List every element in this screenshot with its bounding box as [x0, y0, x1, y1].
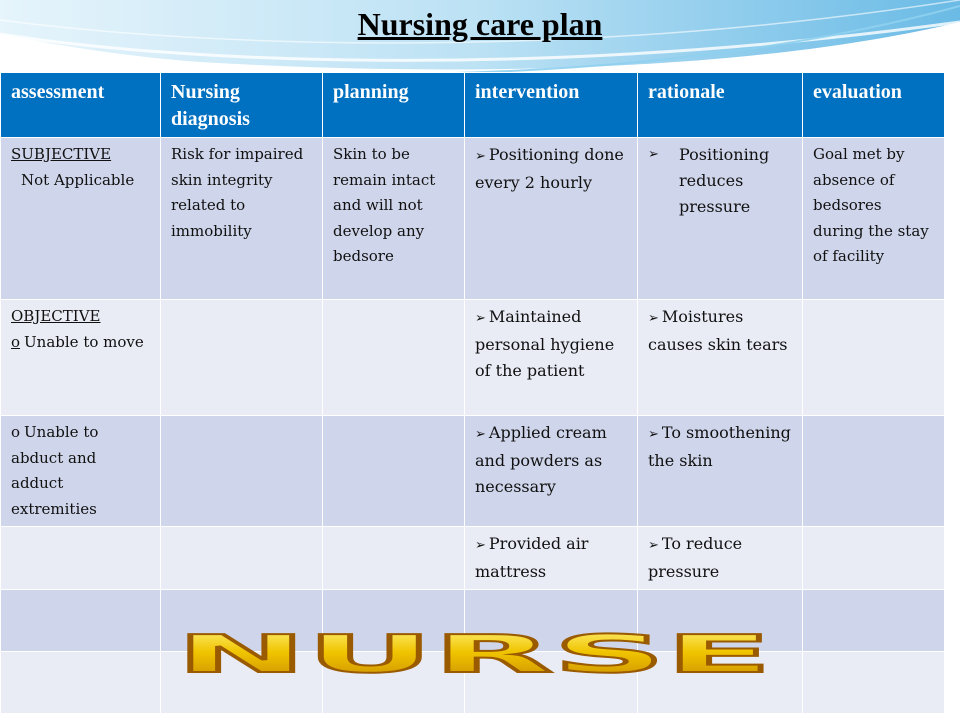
cell-evaluation — [803, 416, 945, 527]
cell-intervention: ➢ Provided air mattress — [465, 527, 638, 590]
cell-rationale: ➢ To reduce pressure — [638, 527, 803, 590]
empty-cell — [803, 652, 945, 714]
cell-intervention: ➢ Maintained personal hygiene of the patient — [465, 300, 638, 416]
nurse-wordart — [172, 630, 776, 680]
cell-rationale: ➢ Moistures causes skin tears — [638, 300, 803, 416]
subjective-label: SUBJECTIVE — [11, 145, 112, 163]
cell-evaluation: Goal met by absence of bedsores during the stay of facility — [803, 138, 945, 300]
table-row — [1, 300, 945, 416]
header-planning: planning — [323, 73, 465, 138]
arrow-bullet-icon: ➢ — [648, 147, 659, 162]
cell-assessment — [1, 300, 161, 416]
empty-cell — [803, 590, 945, 652]
arrow-bullet-icon: ➢ — [648, 538, 659, 553]
header-assessment: assessment — [1, 73, 161, 138]
objective-label: OBJECTIVE — [11, 307, 101, 325]
cell-rationale: ➢ To smoothening the skin — [638, 416, 803, 527]
header-row — [1, 73, 945, 138]
circle-bullet-icon: o — [11, 423, 21, 441]
empty-cell — [1, 590, 161, 652]
arrow-bullet-icon: ➢ — [475, 149, 486, 164]
header-intervention: intervention — [465, 73, 638, 138]
cell-assessment — [1, 527, 161, 590]
cell-diagnosis — [161, 300, 323, 416]
cell-diagnosis: Risk for impaired skin integrity related to immobility — [161, 138, 323, 300]
cell-evaluation — [803, 527, 945, 590]
empty-cell — [1, 652, 161, 714]
cell-planning — [323, 416, 465, 527]
assessment-text: Not Applicable — [21, 170, 135, 189]
arrow-bullet-icon: ➢ — [648, 427, 659, 442]
arrow-bullet-icon: ➢ — [475, 427, 486, 442]
cell-planning — [323, 527, 465, 590]
svg-text:NURSE: NURSE — [176, 630, 772, 680]
cell-assessment: o Unable to abduct and adduct extremities — [1, 416, 161, 527]
header-evaluation: evaluation — [803, 73, 945, 138]
arrow-bullet-icon: ➢ — [475, 538, 486, 553]
assessment-text: o Unable to move — [11, 332, 144, 351]
cell-diagnosis — [161, 527, 323, 590]
table-row — [1, 138, 945, 300]
cell-intervention: ➢ Positioning done every 2 hourly — [465, 138, 638, 300]
circle-bullet-icon: o — [11, 332, 21, 351]
cell-rationale: ➢ Positioning reduces pressure — [638, 138, 803, 300]
header-nursing-diagnosis: Nursing diagnosis — [161, 73, 323, 138]
cell-intervention: ➢ Applied cream and powders as necessary — [465, 416, 638, 527]
cell-assessment — [1, 138, 161, 300]
arrow-bullet-icon: ➢ — [475, 311, 486, 326]
cell-planning — [323, 300, 465, 416]
care-plan-table — [0, 72, 945, 714]
table-row — [1, 416, 945, 527]
table-row — [1, 527, 945, 590]
page-title: Nursing care plan — [357, 6, 603, 42]
cell-diagnosis — [161, 416, 323, 527]
cell-planning: Skin to be remain intact and will not develop any bedsore — [323, 138, 465, 300]
header-rationale: rationale — [638, 73, 803, 138]
cell-evaluation — [803, 300, 945, 416]
arrow-bullet-icon: ➢ — [648, 311, 659, 326]
